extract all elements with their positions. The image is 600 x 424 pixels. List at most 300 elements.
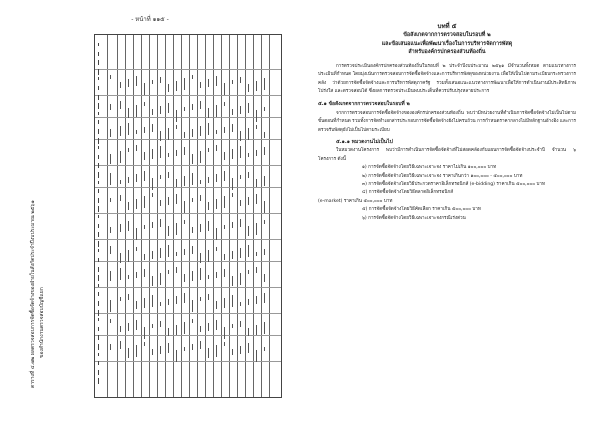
table-row-line: [95, 239, 281, 240]
table-cell-mark: [232, 109, 233, 115]
table-column-line: [165, 35, 166, 397]
table-cell-mark: [264, 347, 265, 351]
table-cell-mark: [176, 267, 177, 273]
table-cell-mark: [120, 341, 121, 349]
table-cell-mark: [192, 227, 193, 233]
table-cell-mark: [160, 200, 161, 206]
table-cell-mark: [120, 326, 121, 332]
table-row-line: [95, 139, 281, 140]
table-cell-mark: [208, 148, 209, 152]
table-cell-mark: [136, 76, 137, 86]
table-cell-mark: [216, 228, 217, 240]
table-cell-mark: [184, 176, 185, 186]
table-cell-mark: [160, 146, 161, 158]
table-row-line: [95, 95, 281, 96]
table-cell-mark: [110, 154, 111, 164]
table-cell-mark: [136, 301, 137, 309]
table-cell-mark: [184, 107, 185, 111]
table-cell-mark: [248, 343, 249, 353]
table-row-line: [95, 361, 281, 362]
chapter-heading: บทที่ ๕: [437, 23, 457, 30]
rotated-table-page: [30, 28, 300, 408]
table-cell-mark: [184, 78, 185, 90]
table-cell-mark: [264, 249, 265, 255]
table-cell-mark: [208, 348, 209, 358]
table-cell-mark: [216, 199, 217, 209]
table-cell-mark: [136, 130, 137, 134]
table-cell-mark: [256, 194, 257, 204]
table-cell-mark: [232, 324, 233, 328]
chapter-title-line-3: สำหรับองค์กรปกครองส่วนท้องถิ่น: [408, 49, 486, 56]
table-cell-mark: [216, 301, 217, 309]
table-cell-mark: [216, 145, 217, 151]
table-cell-mark: [200, 101, 201, 109]
table-header-mark: [98, 86, 99, 90]
table-header-mark: [98, 249, 99, 252]
table-header-mark: [98, 129, 99, 134]
table-cell-mark: [110, 198, 111, 202]
table-cell-mark: [160, 219, 161, 227]
table-cell-mark: [232, 124, 233, 132]
table-cell-mark: [192, 344, 193, 350]
table-cell-mark: [184, 293, 185, 303]
table-cell-mark: [184, 347, 185, 351]
table-cell-mark: [224, 152, 225, 160]
table-header-mark: [98, 284, 99, 287]
table-cell-mark: [128, 177, 129, 183]
table-cell-mark: [232, 251, 233, 259]
table-column-line: [245, 35, 246, 397]
table-column-line: [269, 35, 270, 397]
table-cell-mark: [176, 350, 177, 362]
table-cell-mark: [168, 343, 169, 353]
table-cell-mark: [240, 77, 241, 83]
table-cell-mark: [144, 171, 145, 181]
table-column-line: [197, 35, 198, 397]
table-cell-mark: [248, 172, 249, 178]
table-cell-mark: [160, 302, 161, 306]
list-item: ๓) การจัดซื้อจัดจ้างโดยวิธีประกวดราคาอิเล็กทรอนิกส์ (e-bidding) ราคาเกิน ๕๐๐,๐๐๐ บาท: [362, 182, 545, 188]
table-cell-mark: [216, 130, 217, 134]
table-cell-mark: [160, 346, 161, 354]
table-cell-mark: [168, 299, 169, 305]
table-cell-mark: [224, 327, 225, 339]
table-cell-mark: [128, 123, 129, 135]
table-cell-mark: [136, 345, 137, 357]
table-cell-mark: [192, 129, 193, 137]
table-cell-mark: [144, 225, 145, 229]
table-cell-mark: [264, 107, 265, 111]
table-cell-mark: [248, 197, 249, 205]
table-cell-mark: [110, 75, 111, 79]
table-cell-mark: [176, 325, 177, 335]
table-cell-mark: [208, 177, 209, 183]
table-cell-mark: [224, 225, 225, 229]
table-header-mark: [98, 206, 99, 212]
table-header-mark: [98, 267, 99, 272]
table-cell-mark: [248, 84, 249, 92]
table-cell-mark: [176, 125, 177, 129]
table-header-mark: [98, 215, 99, 218]
table-cell-mark: [152, 251, 153, 259]
table-cell-mark: [152, 178, 153, 190]
table-cell-mark: [192, 154, 193, 164]
table-header-mark: [98, 310, 99, 316]
table-cell-mark: [176, 179, 177, 187]
table-header-mark: [98, 258, 99, 262]
table-cell-mark: [216, 320, 217, 330]
table-cell-mark: [216, 272, 217, 278]
list-item: ๒) การจัดซื้อจัดจ้างโดยวิธีเฉพาะเจาะจง ราคาเกินกว่า ๑๐๐,๐๐๐ - ๕๐๐,๐๐๐ บาท: [362, 173, 523, 179]
table-cell-mark: [224, 298, 225, 308]
table-cell-mark: [240, 200, 241, 206]
table-cell-mark: [208, 123, 209, 135]
table-column-line: [107, 35, 108, 397]
table-cell-mark: [184, 249, 185, 255]
table-cell-mark: [152, 222, 153, 228]
table-cell-mark: [232, 222, 233, 228]
table-cell-mark: [208, 202, 209, 210]
table-cell-mark: [224, 342, 225, 346]
table-cell-mark: [216, 174, 217, 182]
table-cell-mark: [240, 175, 241, 179]
table-cell-mark: [208, 294, 209, 300]
table-caption: ตารางที่ ๔.๗๒ ผลตรวจสอบการจัดซื้อจัดจ้างของฝ่ายในสังกัดประจำปีงบประมาณ ๒๕๖๑: [30, 200, 36, 388]
table-cell-mark: [240, 146, 241, 158]
table-cell-mark: [232, 80, 233, 84]
table-cell-mark: [136, 145, 137, 151]
chapter-title-line-2: และข้อเสนอแนะเพื่อพัฒนาเรื่องในการบริหารจัดการพัสดุ: [381, 40, 513, 47]
table-cell-mark: [184, 201, 185, 213]
table-cell-mark: [208, 79, 209, 87]
table-header-mark: [98, 112, 99, 115]
table-cell-mark: [216, 247, 217, 251]
table-cell-mark: [264, 322, 265, 334]
table-header-mark: [98, 43, 99, 46]
table-cell-mark: [224, 196, 225, 208]
table-cell-mark: [176, 110, 177, 122]
table-cell-mark: [184, 274, 185, 282]
table-row-line: [95, 213, 281, 214]
table-cell-mark: [192, 173, 193, 185]
table-cell-mark: [224, 127, 225, 133]
table-column-line: [173, 35, 174, 397]
table-cell-mark: [224, 102, 225, 106]
table-cell-mark: [152, 276, 153, 286]
table-cell-mark: [136, 228, 137, 240]
table-column-line: [125, 35, 126, 397]
table-cell-mark: [200, 151, 201, 163]
table-cell-mark: [152, 124, 153, 132]
table-header-mark: [98, 370, 99, 375]
table-cell-mark: [110, 104, 111, 110]
table-cell-mark: [264, 201, 265, 213]
table-header-mark: [98, 146, 99, 149]
table-header-mark: [98, 60, 99, 65]
table-cell-mark: [110, 300, 111, 312]
subsection-heading: ๕.๑.๑ หมวดงานไม่เป็นไป: [336, 139, 393, 146]
table-cell-mark: [160, 77, 161, 83]
table-cell-mark: [248, 103, 249, 113]
table-cell-mark: [224, 83, 225, 95]
table-cell-mark: [144, 298, 145, 308]
table-header-mark: [98, 224, 99, 228]
table-cell-mark: [256, 350, 257, 362]
table-cell-mark: [240, 346, 241, 354]
list-item: ๔) การจัดซื้อจัดจ้างโดยวิธีตลาดอิเล็กทรอนิกส์: [362, 190, 454, 196]
table-column-line: [141, 35, 142, 397]
table-cell-mark: [192, 75, 193, 79]
table-column-line: [181, 35, 182, 397]
table-cell-mark: [256, 325, 257, 335]
table-header-mark: [98, 344, 99, 350]
table-header-mark: [98, 138, 99, 144]
table-cell-mark: [208, 108, 209, 118]
table-column-line: [117, 35, 118, 397]
table-cell-mark: [120, 101, 121, 109]
table-cell-mark: [248, 328, 249, 336]
table-cell-mark: [110, 227, 111, 233]
table-cell-mark: [208, 221, 209, 231]
table-header-mark: [98, 69, 99, 75]
table-cell-mark: [160, 131, 161, 141]
table-cell-mark: [264, 220, 265, 224]
table-cell-mark: [240, 302, 241, 306]
table-cell-mark: [168, 328, 169, 336]
table-cell-mark: [144, 152, 145, 160]
table-cell-mark: [232, 349, 233, 355]
table-cell-mark: [136, 320, 137, 330]
table-cell-mark: [176, 194, 177, 204]
table-header-mark: [98, 95, 99, 100]
table-cell-mark: [168, 197, 169, 205]
table-cell-mark: [176, 223, 177, 235]
table-cell-mark: [136, 199, 137, 209]
table-cell-mark: [160, 175, 161, 179]
table-row-line: [95, 287, 281, 288]
table-header-mark: [98, 275, 99, 281]
section-paragraph: จากการตรวจสอบการจัดซื้อจัดจ้างขององค์กรปกครองส่วนท้องถิ่น พบว่ามีหน่วยงานที่ดำเนินการจัดซื้อจัดจ้างไม่เป็นไปตามขั้นตอนที่กำหนด รวมทั้งการจัดทำเอกสารประกอบการจัดซื้อจัดจ้างยังไม่ครบถ้วน การกำหนดราคากลางไม่มีหลักฐานอ้างอิง และการตรวจรับพัสดุยังไม่เป็นไปตามระเบียบ: [318, 110, 576, 133]
table-cell-mark: [248, 245, 249, 257]
list-item-continuation: (e-market) ราคาเกิน ๕๐๐,๐๐๐ บาท: [318, 198, 393, 204]
table-cell-mark: [168, 103, 169, 113]
table-header-mark: [98, 198, 99, 203]
table-header-mark: [98, 232, 99, 237]
table-cell-mark: [160, 273, 161, 285]
table-cell-mark: [120, 268, 121, 280]
table-cell-mark: [110, 173, 111, 185]
table-cell-mark: [240, 248, 241, 258]
list-item: ๖) การจัดซื้อจัดจ้างโดยวิธีเฉพาะเจาะจงกรณีเร่งด่วน: [362, 215, 466, 221]
table-cell-mark: [152, 80, 153, 84]
table-cell-mark: [216, 76, 217, 86]
table-cell-mark: [110, 344, 111, 350]
list-item: ๑) การจัดซื้อจัดจ้างโดยวิธีเฉพาะเจาะจง ราคาไม่เกิน ๑๐๐,๐๐๐ บาท: [362, 165, 497, 171]
table-column-line: [213, 35, 214, 397]
table-column-line: [189, 35, 190, 397]
table-row-line: [95, 117, 281, 118]
list-item: ๕) การจัดซื้อจัดจ้างโดยวิธีคัดเลือก ราคาเกิน ๕๐๐,๐๐๐ บาท: [362, 207, 481, 213]
table-cell-mark: [160, 106, 161, 114]
table-cell-mark: [224, 269, 225, 277]
table-cell-mark: [200, 326, 201, 332]
table-cell-mark: [152, 149, 153, 159]
table-header-mark: [98, 52, 99, 56]
table-row-line: [95, 335, 281, 336]
table-cell-mark: [256, 179, 257, 187]
table-header-mark: [98, 301, 99, 306]
table-column-line: [133, 35, 134, 397]
table-cell-mark: [152, 295, 153, 307]
table-cell-mark: [144, 83, 145, 95]
table-cell-mark: [200, 341, 201, 349]
table-cell-mark: [144, 127, 145, 133]
table-cell-mark: [152, 324, 153, 328]
table-cell-mark: [248, 128, 249, 140]
table-cell-mark: [248, 270, 249, 274]
table-header-mark: [98, 77, 99, 80]
table-cell-mark: [144, 269, 145, 277]
chapter-page: [318, 22, 576, 412]
table-cell-mark: [110, 129, 111, 137]
table-cell-mark: [232, 178, 233, 190]
table-cell-mark: [200, 253, 201, 263]
table-header-mark: [98, 378, 99, 384]
table-cell-mark: [248, 226, 249, 236]
table-cell-mark: [256, 267, 257, 273]
table-cell-mark: [128, 221, 129, 231]
table-header-mark: [98, 353, 99, 356]
table-cell-mark: [128, 79, 129, 87]
table-cell-mark: [208, 275, 209, 279]
table-cell-mark: [264, 132, 265, 138]
section-heading: ๕.๑ ข้อสังเกตจากการตรวจสอบในรอบที่ ๒: [318, 101, 410, 108]
table-cell-mark: [200, 224, 201, 232]
table-cell-mark: [256, 223, 257, 235]
table-cell-mark: [192, 300, 193, 312]
table-cell-mark: [110, 319, 111, 323]
table-cell-mark: [256, 110, 257, 122]
table-cell-mark: [168, 270, 169, 274]
table-cell-mark: [200, 82, 201, 88]
table-column-line: [253, 35, 254, 397]
table-cell-mark: [144, 342, 145, 346]
table-cell-mark: [224, 171, 225, 181]
chapter-title-line-1: ข้อสังเกตจากการตรวจสอบในรอบที่ ๒: [403, 32, 491, 38]
table-header-mark: [98, 181, 99, 184]
table-row-line: [95, 313, 281, 314]
table-cell-mark: [176, 81, 177, 91]
table-cell-mark: [240, 106, 241, 114]
table-cell-mark: [160, 248, 161, 258]
table-cell-mark: [144, 327, 145, 339]
table-cell-mark: [200, 297, 201, 301]
table-header-mark: [98, 292, 99, 296]
table-cell-mark: [200, 268, 201, 280]
table-row-line: [95, 165, 281, 166]
table-cell-mark: [224, 254, 225, 260]
table-cell-mark: [192, 246, 193, 254]
table-cell-mark: [152, 193, 153, 197]
subsection-paragraph: ในหมวดงานโครงการ พบว่ามีการดำเนินการจัดซื้อจัดจ้างที่ไม่สอดคล้องกับแผนการจัดซื้อจัดจ้างประจำปี จำนวน ๖ โครงการ ดังนี้: [318, 148, 576, 162]
table-cell-mark: [216, 345, 217, 357]
table-cell-mark: [128, 294, 129, 300]
table-cell-mark: [216, 105, 217, 117]
table-column-line: [221, 35, 222, 397]
table-cell-mark: [120, 126, 121, 136]
table-cell-mark: [184, 220, 185, 224]
table-cell-mark: [128, 108, 129, 118]
table-cell-mark: [232, 149, 233, 159]
page-number: - หน้าที่ ๑๑๕ -: [131, 16, 169, 23]
table-header-mark: [98, 327, 99, 331]
table-cell-mark: [184, 322, 185, 334]
table-cell-mark: [128, 275, 129, 279]
table-cell-mark: [256, 296, 257, 304]
table-header-mark: [98, 103, 99, 109]
table-cell-mark: [256, 150, 257, 156]
table-cell-mark: [120, 82, 121, 88]
table-cell-mark: [264, 293, 265, 303]
audit-results-table: [94, 34, 282, 398]
table-cell-mark: [192, 104, 193, 110]
table-row-line: [95, 261, 281, 262]
table-header-mark: [98, 318, 99, 321]
table-column-line: [229, 35, 230, 397]
table-cell-mark: [120, 195, 121, 201]
table-cell-mark: [184, 132, 185, 138]
table-cell-mark: [168, 84, 169, 92]
table-caption-sub: ของสำนักงานตรวจสอบบัญชีแยก: [39, 287, 45, 358]
table-cell-mark: [152, 349, 153, 355]
table-cell-mark: [136, 105, 137, 117]
table-column-line: [157, 35, 158, 397]
table-cell-mark: [192, 198, 193, 202]
table-cell-mark: [184, 147, 185, 155]
table-header-mark: [98, 120, 99, 124]
table-cell-mark: [200, 195, 201, 201]
intro-paragraph: การตรวจประเมินองค์กรปกครองส่วนท้องถิ่นในรอบที่ ๒ ประจำปีงบประมาณ ๒๕๖๑ มีจำนวนทั้งหมด ตามแนวทางการประเมินที่กำหนด โดยมุ่งเน้นการตรวจสอบการจัดซื้อจัดจ้างและการบริหารพัสดุของหน่วยงาน เพื่อให้เป็นไปตามระเบียบกระทรวงการคลัง ว่าด้วยการจัดซื้อจัดจ้างและการบริหารพัสดุภาครัฐ รวมทั้งเสนอแนะแนวทางการพัฒนาเพื่อให้การดำเนินงานมีประสิทธิภาพ โปร่งใส และตรวจสอบได้ ซึ่งผลการตรวจประเมินพบประเด็นที่ควรปรับปรุงหลายประการ: [318, 63, 576, 94]
table-header-mark: [98, 361, 99, 365]
table-cell-mark: [136, 174, 137, 182]
table-cell-mark: [240, 131, 241, 141]
table-cell-mark: [144, 102, 145, 106]
table-header-mark: [98, 172, 99, 178]
table-column-line: [205, 35, 206, 397]
table-cell-mark: [176, 296, 177, 304]
table-cell-mark: [152, 109, 153, 115]
table-column-line: [149, 35, 150, 397]
table-cell-mark: [136, 247, 137, 251]
table-cell-mark: [128, 250, 129, 262]
table-cell-mark: [120, 151, 121, 163]
table-cell-mark: [248, 299, 249, 305]
table-cell-mark: [232, 276, 233, 286]
table-cell-mark: [120, 224, 121, 232]
table-cell-mark: [248, 153, 249, 157]
table-row-line: [95, 187, 281, 188]
table-cell-mark: [208, 323, 209, 331]
table-row-line: [95, 69, 281, 70]
table-cell-mark: [256, 252, 257, 256]
table-cell-mark: [264, 274, 265, 282]
table-cell-mark: [176, 252, 177, 256]
table-cell-mark: [264, 147, 265, 155]
table-header-mark: [98, 241, 99, 247]
table-cell-mark: [264, 176, 265, 186]
table-header-mark: [98, 189, 99, 193]
table-cell-mark: [128, 202, 129, 210]
